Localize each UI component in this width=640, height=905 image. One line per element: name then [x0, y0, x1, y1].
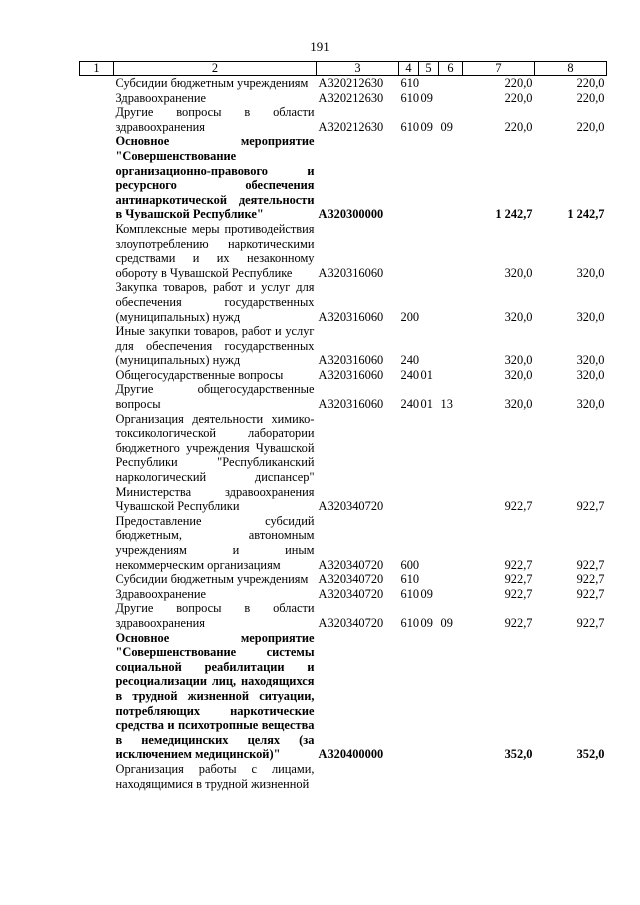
row-code: А320316060	[318, 353, 384, 368]
row-pr	[439, 324, 463, 368]
row-vr: 610	[400, 90, 420, 105]
row-spacer	[80, 572, 114, 587]
row-name: Основное мероприятие "Совершенствование системы социальной реабилитации и ресоциализации лиц, находящихся в трудной жизненной ситуации, потребляющих наркотические средства и психотропные вещества в немедицинских целях (за исключением медицинской)"	[115, 630, 315, 762]
row-code: А320316060	[318, 367, 384, 382]
row-sum-1: 320,0	[504, 367, 533, 382]
row-sum-2: 220,0	[576, 119, 605, 134]
row-spacer	[80, 280, 114, 324]
row-name: Закупка товаров, работ и услуг для обеспечения государственных (муниципальных) нужд	[115, 280, 315, 324]
row-sum-2: 320,0	[576, 353, 605, 368]
table-row	[80, 631, 607, 762]
row-code: А320340720	[318, 572, 384, 587]
row-rz	[419, 222, 439, 280]
row-spacer	[80, 134, 114, 222]
row-sum-2: 922,7	[576, 586, 605, 601]
row-rz	[419, 762, 439, 791]
header-cell: 5	[419, 62, 439, 76]
row-rz: 09	[420, 586, 433, 601]
row-sum-2: 922,7	[576, 572, 605, 587]
row-rz	[419, 412, 439, 514]
row-sum-2: 220,0	[576, 76, 605, 90]
row-sum-1: 220,0	[504, 119, 533, 134]
row-sum-2: 320,0	[576, 265, 605, 280]
row-name: Здравоохранение	[115, 90, 207, 105]
row-vr: 610	[400, 586, 420, 601]
table-row	[80, 280, 607, 324]
row-name: Общегосударственные вопросы	[115, 367, 284, 382]
row-sum-1: 922,7	[504, 586, 533, 601]
row-pr	[439, 222, 463, 280]
row-sum-2: 320,0	[576, 397, 605, 412]
row-pr: 13	[440, 397, 453, 412]
row-name: Здравоохранение	[115, 586, 207, 601]
table-row	[80, 514, 607, 572]
row-pr	[439, 587, 463, 602]
row-pr: 09	[440, 615, 453, 630]
row-vr: 240	[400, 397, 420, 412]
row-sum-1: 320,0	[504, 397, 533, 412]
row-vr	[399, 222, 419, 280]
row-spacer	[80, 382, 114, 411]
table-row	[80, 222, 607, 280]
header-cell: 2	[114, 62, 317, 76]
row-pr: 09	[440, 119, 453, 134]
row-name: Организация деятельности химико-токсикологической лаборатории бюджетного учреждения Чувашской Республики "Республиканский наркологический диспансер" Министерства здравоохранения Чувашской Республики	[115, 411, 315, 514]
table-row	[80, 382, 607, 411]
row-name: Субсидии бюджетным учреждениям	[115, 76, 309, 90]
row-rz: 01	[420, 397, 433, 412]
row-name: Иные закупки товаров, работ и услуг для обеспечения государственных (муниципальных) нужд	[115, 324, 315, 368]
row-spacer	[80, 76, 114, 91]
row-sum-1: 320,0	[504, 353, 533, 368]
row-pr	[439, 76, 463, 91]
row-sum-1: 320,0	[504, 265, 533, 280]
row-name: Организация работы с лицами, находящимися в трудной жизненной	[115, 761, 315, 791]
row-spacer	[80, 631, 114, 762]
row-name: Комплексные меры противодействия злоупотреблению наркотическими средствами и их незаконному обороту в Чувашской Республике	[115, 221, 315, 280]
header-cell: 3	[317, 62, 399, 76]
row-name: Субсидии бюджетным учреждениям	[115, 572, 309, 587]
row-sum-1: 352,0	[504, 747, 533, 762]
row-rz: 09	[420, 90, 433, 105]
header-cell: 7	[463, 62, 535, 76]
row-vr: 600	[400, 557, 420, 572]
row-sum-2	[535, 762, 607, 791]
row-code: А320300000	[318, 207, 384, 222]
row-rz: 09	[420, 119, 433, 134]
row-vr: 610	[400, 119, 420, 134]
row-rz	[419, 280, 439, 324]
row-pr	[439, 514, 463, 572]
header-cell: 1	[80, 62, 114, 76]
table-row	[80, 76, 607, 91]
row-pr	[439, 91, 463, 106]
header-cell: 4	[399, 62, 419, 76]
row-rz	[419, 572, 439, 587]
row-rz	[419, 514, 439, 572]
page-number: 191	[310, 39, 330, 54]
row-name: Основное мероприятие "Совершенствование организационно-правового и ресурсного обеспечения антинаркотической деятельности в Чувашской Республике"	[115, 134, 315, 222]
row-code: А320212630	[318, 76, 384, 90]
row-sum-1: 922,7	[504, 572, 533, 587]
row-sum-1: 922,7	[504, 499, 533, 514]
row-pr	[439, 572, 463, 587]
row-rz	[419, 324, 439, 368]
row-spacer	[80, 514, 114, 572]
row-code: А320340720	[318, 615, 384, 630]
table-row	[80, 572, 607, 587]
row-vr	[399, 631, 419, 762]
row-spacer	[80, 91, 114, 106]
row-code: А320212630	[318, 90, 384, 105]
row-code: А320316060	[318, 309, 384, 324]
row-rz	[419, 76, 439, 91]
row-name: Другие вопросы в области здравоохранения	[115, 105, 315, 134]
table-row	[80, 587, 607, 602]
row-code: А320340720	[318, 586, 384, 601]
row-name: Другие вопросы в области здравоохранения	[115, 601, 315, 630]
row-sum-2: 320,0	[576, 367, 605, 382]
row-code: А320400000	[318, 747, 384, 762]
row-vr	[399, 762, 419, 791]
row-sum-2: 320,0	[576, 309, 605, 324]
row-sum-2: 1 242,7	[567, 207, 605, 222]
header-row	[80, 62, 607, 76]
row-pr	[439, 368, 463, 383]
row-vr: 200	[400, 309, 420, 324]
budget-table	[79, 61, 607, 791]
row-sum-1: 922,7	[504, 615, 533, 630]
table-row	[80, 105, 607, 134]
row-sum-2: 220,0	[576, 90, 605, 105]
row-code: А320316060	[318, 397, 384, 412]
row-pr	[439, 280, 463, 324]
table-row	[80, 412, 607, 514]
row-name: Другие общегосударственные вопросы	[115, 382, 315, 412]
header-cell: 6	[439, 62, 463, 76]
row-vr	[399, 134, 419, 222]
row-pr	[439, 412, 463, 514]
row-code: А320316060	[318, 265, 384, 280]
row-sum-2: 922,7	[576, 615, 605, 630]
table-row	[80, 324, 607, 368]
row-code	[317, 762, 399, 791]
row-vr: 610	[400, 615, 420, 630]
row-spacer	[80, 222, 114, 280]
row-spacer	[80, 587, 114, 602]
row-vr: 240	[400, 367, 420, 382]
row-rz	[419, 134, 439, 222]
row-name: Предоставление субсидий бюджетным, автономным учреждениям и иным некоммерческим организациям	[115, 513, 315, 572]
row-vr: 240	[400, 353, 420, 368]
row-spacer	[80, 368, 114, 383]
row-sum-2: 352,0	[576, 747, 605, 762]
row-vr	[399, 412, 419, 514]
row-spacer	[80, 105, 114, 134]
row-code: А320340720	[318, 499, 384, 514]
row-vr: 610	[400, 572, 420, 587]
row-sum-1: 220,0	[504, 90, 533, 105]
row-pr	[439, 631, 463, 762]
header-cell: 8	[535, 62, 607, 76]
row-vr: 610	[400, 76, 420, 90]
table-row	[80, 601, 607, 630]
row-spacer	[80, 601, 114, 630]
row-code: А320340720	[318, 557, 384, 572]
row-rz	[419, 631, 439, 762]
row-sum-1: 220,0	[504, 76, 533, 90]
row-pr	[439, 762, 463, 791]
row-sum-1: 1 242,7	[495, 207, 533, 222]
row-rz: 09	[420, 615, 433, 630]
row-spacer	[80, 324, 114, 368]
table-row	[80, 134, 607, 222]
row-sum-2: 922,7	[576, 557, 605, 572]
row-spacer	[80, 412, 114, 514]
table-row	[80, 762, 607, 791]
row-sum-1	[463, 762, 535, 791]
row-rz: 01	[420, 367, 433, 382]
row-spacer	[80, 762, 114, 791]
row-sum-1: 320,0	[504, 309, 533, 324]
row-pr	[439, 134, 463, 222]
row-code: А320212630	[318, 119, 384, 134]
row-sum-1: 922,7	[504, 557, 533, 572]
table-row	[80, 368, 607, 383]
row-sum-2: 922,7	[576, 499, 605, 514]
table-row	[80, 91, 607, 106]
